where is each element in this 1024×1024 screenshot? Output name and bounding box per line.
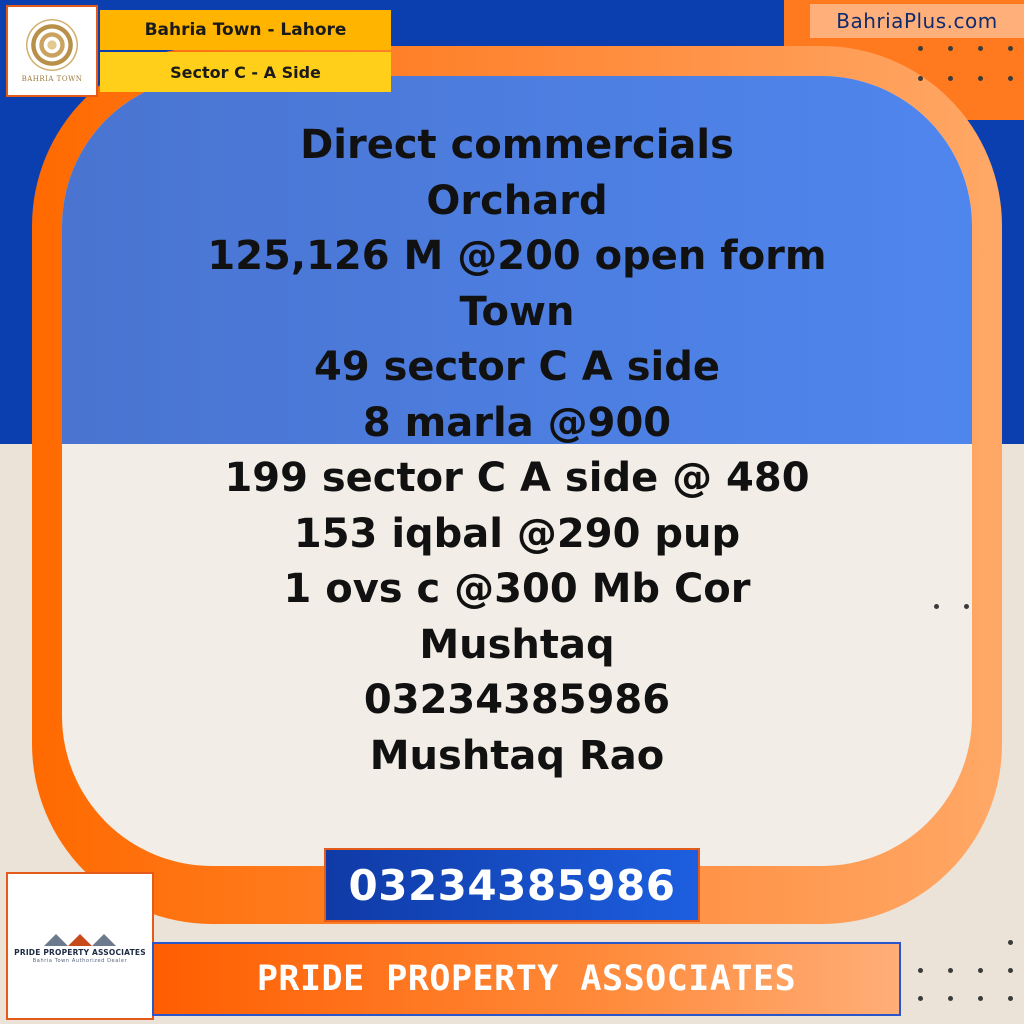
bahria-town-logo — [6, 5, 98, 97]
house-roofs-icon — [38, 928, 122, 946]
decorative-dots-bottom — [918, 940, 1013, 1001]
sector-tag: Sector C - A Side — [100, 52, 391, 92]
message-line: Mushtaq — [419, 621, 615, 668]
message-line: 153 iqbal @290 pup — [293, 510, 741, 557]
message-line: 8 marla @900 — [362, 399, 672, 446]
listing-message — [62, 118, 972, 784]
logo-text: BAHRIA TOWN — [21, 75, 83, 83]
agency-name-banner: PRIDE PROPERTY ASSOCIATES — [152, 942, 901, 1016]
decorative-dots-top — [918, 46, 1013, 81]
agency-logo — [6, 872, 154, 1020]
message-line: 125,126 M @200 open form — [207, 233, 827, 279]
location-tag: Bahria Town - Lahore — [100, 10, 391, 50]
message-line: 199 sector C A side @ 480 — [224, 455, 810, 501]
agency-logo-name: PRIDE PROPERTY ASSOCIATES — [14, 948, 146, 957]
message-line: Mushtaq Rao — [369, 732, 665, 779]
message-line: Town — [459, 288, 575, 335]
message-line: 03234385986 — [363, 677, 671, 723]
message-line: Orchard — [426, 177, 608, 224]
bahria-emblem-icon — [26, 19, 78, 71]
message-line: 49 sector C A side — [314, 344, 720, 390]
agency-logo-tagline: Bahria Town Authorized Dealer — [32, 958, 128, 964]
phone-number-button[interactable]: 03234385986 — [324, 848, 700, 922]
message-line: 1 ovs c @300 Mb Cor — [283, 566, 751, 612]
brand-site: BahriaPlus.com — [810, 4, 1024, 38]
message-line: Direct commercials — [300, 122, 734, 168]
